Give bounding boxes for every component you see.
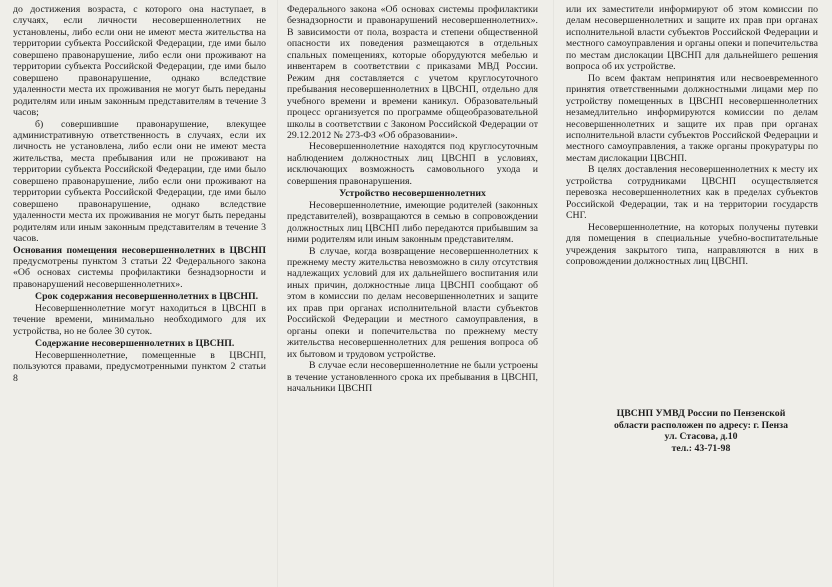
paragraph: В случае если несовершеннолетние не были устроены в течение установленного срока их пребывания в ЦВСНП, начальники ЦВСНП [287,360,538,394]
paragraph: б) совершившие правонарушение, влекущее административную ответственность в случаях, если их личность не установлена, либо если они не имеют места жительства, места пребывания или не проживают на территории субъекта Российской Федерации, где ими было совершено правонарушение, либо если они проживают на территории субъекта Российской Федерации, где ими было совершено правонарушение, однако вследствие удаленности места их проживания не могут быть переданы родителям или иным законным представителям в течение 3 часов. [13,118,266,245]
section-heading: Основания помещения несовершеннолетних в ЦВСНП [13,244,266,256]
paragraph: Несовершеннолетние, помещенные в ЦВСНП, пользуются правами, предусмотренными пунктом 2 статьи 8 [13,349,266,384]
column-right [566,4,818,267]
paragraph: По всем фактам непринятия или несвоевременного принятия ответственными должностными лицами мер по устройству помещенных в ЦВСНП несовершеннолетних незамедлительно информируются комиссии по делам несовершеннолетних и защите их прав при органах исполнительной власти субъектов Российской Федерации и местного самоуправления, а также органы прокуратуры по местам дислокации ЦВСНП. [566,72,818,164]
section-heading: Устройство несовершеннолетних [339,188,486,200]
paragraph: В целях доставления несовершеннолетних к месту их устройства сотрудниками ЦВСНП осуществляется перевозка несовершеннолетних как в пределах субъектов Российской Федерации, так и на территории государств СНГ. [566,164,818,222]
paragraph: Несовершеннолетние могут находиться в ЦВСНП в течение времени, минимально необходимого для их устройства, но не более 30 суток. [13,302,266,337]
contact-org: ЦВСНП УМВД России по Пензенской [616,408,786,419]
paragraph: Несовершеннолетние, имеющие родителей (законных представителей), возвращаются в семью в сопровождении должностных лиц ЦВСНП либо передаются прибывшим за ними родителям или иным законным представителям. [287,199,538,246]
paragraph: Несовершеннолетние находятся под круглосуточным наблюдением должностных лиц ЦВСНП в условиях, исключающих возможность самовольного ухода и совершения правонарушения. [287,141,538,187]
paragraph: до достижения возраста, с которого она наступает, в случаях, если личности несовершеннолетних не установлены, либо если они не имеют места жительства на территории субъекта Российской Федерации, где ими было совершено правонарушение, либо если они проживают на территории субъекта Российской Федерации, где ими было совершено правонарушение, однако вследствие удаленности места их проживания не могут быть переданы родителям или иным законным представителям в течение 3 часов; [13,4,266,119]
fold-line [277,0,278,587]
paragraph-text: предусмотрены пунктом 3 статьи 22 Федерального закона «Об основах системы профилактики безнадзорности и правонарушений несовершеннолетних». [13,255,266,290]
paragraph: Несовершеннолетние, на которых получены путевки для помещения в специальные учебно-воспитательные учреждения закрытого типа, направляются в них в сопровождении должностных лиц ЦВСНП. [566,221,818,267]
contact-address: области расположен по адресу: г. Пенза [613,419,789,431]
contact-phone: тел.: 43-71-98 [671,442,731,454]
contact-street: ул. Стасова, д.10 [664,431,738,443]
section-heading: Содержание несовершеннолетних в ЦВСНП. [35,338,235,350]
column-left [13,4,266,384]
column-middle [287,4,538,394]
fold-line [553,0,554,587]
paragraph: или их заместители информируют об этом комиссии по делам несовершеннолетних и защите их прав при органах исполнительной власти субъектов Российской Федерации и местного самоуправления и органы опеки и попечительства по местам дислокации ЦВСНП для дальнейшего решения вопроса об их устройстве. [566,4,818,73]
paragraph: Федерального закона «Об основах системы профилактики безнадзорности и правонарушений несовершеннолетних». В зависимости от пола, возраста и степени общественной опасности их поведения размещаются в отдельных спальных помещениях, которые оборудуются мебелью и инвентарем в соответствии с приказами МВД России. Режим дня составляется с учетом круглосуточного пребывания несовершеннолетних в ЦВСНП, отдельно для учебного времени и времени каникул. Образовательный процесс организуется по программе общеобразовательной школы в соответствии с Законом Российской Федерации от 29.12.2012 № 273-ФЗ «Об образовании». [287,4,538,141]
grounds-paragraph [13,245,266,291]
paragraph: В случае, когда возвращение несовершеннолетних к прежнему месту жительства невозможно в силу отсутствия надлежащих условий для их дальнейшего воспитания или иных причин, должностные лица ЦВСНП сообщают об этом в комиссии по делам несовершеннолетних и защите их прав при органах исполнительной власти субъектов Российской Федерации и местного самоуправления, в органы опеки и попечительства по прежнему месту жительства несовершеннолетних для решения вопроса об их бытовом и трудовом устройстве. [287,245,538,360]
section-heading: Срок содержания несовершеннолетних в ЦВСНП. [35,291,259,303]
contact-block [573,408,829,454]
